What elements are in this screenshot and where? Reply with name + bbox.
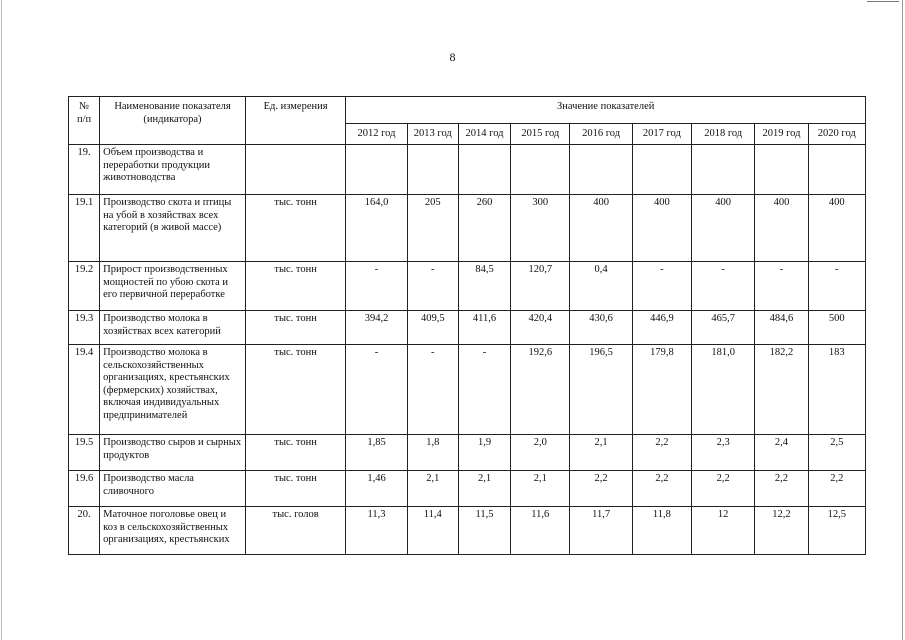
value-cell: 446,9	[632, 311, 691, 345]
value-cell: 11,5	[458, 507, 510, 555]
value-cell: -	[407, 262, 458, 311]
value-cell: 2,0	[511, 435, 570, 471]
value-cell: 11,6	[511, 507, 570, 555]
value-cell: 2,2	[755, 471, 808, 507]
table-header-row	[69, 97, 866, 124]
value-cell: 500	[808, 311, 865, 345]
row-number: 19.2	[69, 262, 100, 311]
value-cell: 0,4	[570, 262, 632, 311]
value-cell: 400	[692, 195, 755, 262]
value-cell: 1,46	[346, 471, 407, 507]
row-number: 19.6	[69, 471, 100, 507]
value-cell	[346, 145, 407, 195]
unit-cell: тыс. тонн	[245, 311, 346, 345]
value-cell: 12	[692, 507, 755, 555]
value-cell: 2,2	[692, 471, 755, 507]
value-cell: 400	[632, 195, 691, 262]
value-cell: 260	[458, 195, 510, 262]
row-number: 19.4	[69, 345, 100, 435]
value-cell: -	[808, 262, 865, 311]
value-cell: 192,6	[511, 345, 570, 435]
value-cell: 205	[407, 195, 458, 262]
table-row	[69, 311, 866, 345]
unit-cell: тыс. голов	[245, 507, 346, 555]
indicator-name: Прирост производственных мощностей по убою скота и его первичной переработке	[100, 262, 246, 311]
value-cell	[511, 145, 570, 195]
header-year: 2014 год	[458, 124, 510, 145]
scan-edge-right	[902, 0, 903, 640]
value-cell	[808, 145, 865, 195]
value-cell: 2,1	[407, 471, 458, 507]
value-cell: -	[755, 262, 808, 311]
value-cell: 420,4	[511, 311, 570, 345]
indicators-table	[68, 96, 866, 555]
value-cell: 2,1	[570, 435, 632, 471]
value-cell: 2,4	[755, 435, 808, 471]
table-row	[69, 471, 866, 507]
table-row	[69, 145, 866, 195]
value-cell: 11,8	[632, 507, 691, 555]
value-cell: 1,9	[458, 435, 510, 471]
unit-cell: тыс. тонн	[245, 471, 346, 507]
scan-edge-left	[1, 0, 2, 640]
value-cell: 183	[808, 345, 865, 435]
header-year: 2013 год	[407, 124, 458, 145]
value-cell	[458, 145, 510, 195]
value-cell: 2,3	[692, 435, 755, 471]
value-cell: 120,7	[511, 262, 570, 311]
header-year: 2020 год	[808, 124, 865, 145]
indicator-name: Производство скота и птицы на убой в хозяйствах всех категорий (в живой массе)	[100, 195, 246, 262]
header-year: 2015 год	[511, 124, 570, 145]
value-cell: 164,0	[346, 195, 407, 262]
indicator-name: Производство молока в хозяйствах всех категорий	[100, 311, 246, 345]
row-number: 19.	[69, 145, 100, 195]
value-cell: 182,2	[755, 345, 808, 435]
header-unit: Ед. измерения	[245, 97, 346, 145]
indicator-name: Производство сыров и сырных продуктов	[100, 435, 246, 471]
value-cell: 11,4	[407, 507, 458, 555]
value-cell: -	[458, 345, 510, 435]
value-cell: 394,2	[346, 311, 407, 345]
scan-mark-top	[867, 1, 899, 2]
value-cell: 1,85	[346, 435, 407, 471]
value-cell: 1,8	[407, 435, 458, 471]
row-number: 20.	[69, 507, 100, 555]
value-cell: -	[407, 345, 458, 435]
page-number: 8	[449, 50, 456, 64]
header-number: № п/п	[69, 97, 100, 145]
value-cell: 300	[511, 195, 570, 262]
unit-cell: тыс. тонн	[245, 195, 346, 262]
value-cell: 181,0	[692, 345, 755, 435]
value-cell: 2,2	[632, 471, 691, 507]
indicator-name: Производство молока в сельскохозяйственных организациях, крестьянских (фермерских) хозяйствах, включая индивидуальных предпринимателей	[100, 345, 246, 435]
value-cell: 411,6	[458, 311, 510, 345]
header-year: 2017 год	[632, 124, 691, 145]
value-cell: 400	[755, 195, 808, 262]
value-cell: -	[632, 262, 691, 311]
value-cell: -	[346, 262, 407, 311]
indicator-name: Объем производства и переработки продукции животноводства	[100, 145, 246, 195]
value-cell: 400	[570, 195, 632, 262]
value-cell	[632, 145, 691, 195]
value-cell: 2,2	[808, 471, 865, 507]
indicator-name: Производство масла сливочного	[100, 471, 246, 507]
value-cell: 2,2	[632, 435, 691, 471]
row-number: 19.5	[69, 435, 100, 471]
value-cell: 2,2	[570, 471, 632, 507]
value-cell	[570, 145, 632, 195]
value-cell: -	[346, 345, 407, 435]
header-indicator-name: Наименование показателя (индикатора)	[100, 97, 246, 145]
value-cell: 409,5	[407, 311, 458, 345]
header-year: 2019 год	[755, 124, 808, 145]
value-cell: 465,7	[692, 311, 755, 345]
value-cell	[692, 145, 755, 195]
value-cell: 12,5	[808, 507, 865, 555]
indicator-name: Маточное поголовье овец и коз в сельскохозяйственных организациях, крестьянских	[100, 507, 246, 555]
header-year: 2016 год	[570, 124, 632, 145]
value-cell: 11,7	[570, 507, 632, 555]
row-number: 19.1	[69, 195, 100, 262]
table-row	[69, 507, 866, 555]
value-cell: 400	[808, 195, 865, 262]
value-cell	[407, 145, 458, 195]
value-cell: 84,5	[458, 262, 510, 311]
table-row	[69, 195, 866, 262]
value-cell: 179,8	[632, 345, 691, 435]
value-cell: 196,5	[570, 345, 632, 435]
unit-cell	[245, 145, 346, 195]
value-cell: 11,3	[346, 507, 407, 555]
unit-cell: тыс. тонн	[245, 262, 346, 311]
value-cell: 484,6	[755, 311, 808, 345]
header-year: 2018 год	[692, 124, 755, 145]
unit-cell: тыс. тонн	[245, 345, 346, 435]
value-cell: 2,1	[458, 471, 510, 507]
table-row	[69, 345, 866, 435]
value-cell	[755, 145, 808, 195]
value-cell: 12,2	[755, 507, 808, 555]
value-cell: -	[692, 262, 755, 311]
value-cell: 2,5	[808, 435, 865, 471]
unit-cell: тыс. тонн	[245, 435, 346, 471]
row-number: 19.3	[69, 311, 100, 345]
header-year: 2012 год	[346, 124, 407, 145]
value-cell: 2,1	[511, 471, 570, 507]
value-cell: 430,6	[570, 311, 632, 345]
table-row	[69, 435, 866, 471]
header-values: Значение показателей	[346, 97, 866, 124]
table-row	[69, 262, 866, 311]
